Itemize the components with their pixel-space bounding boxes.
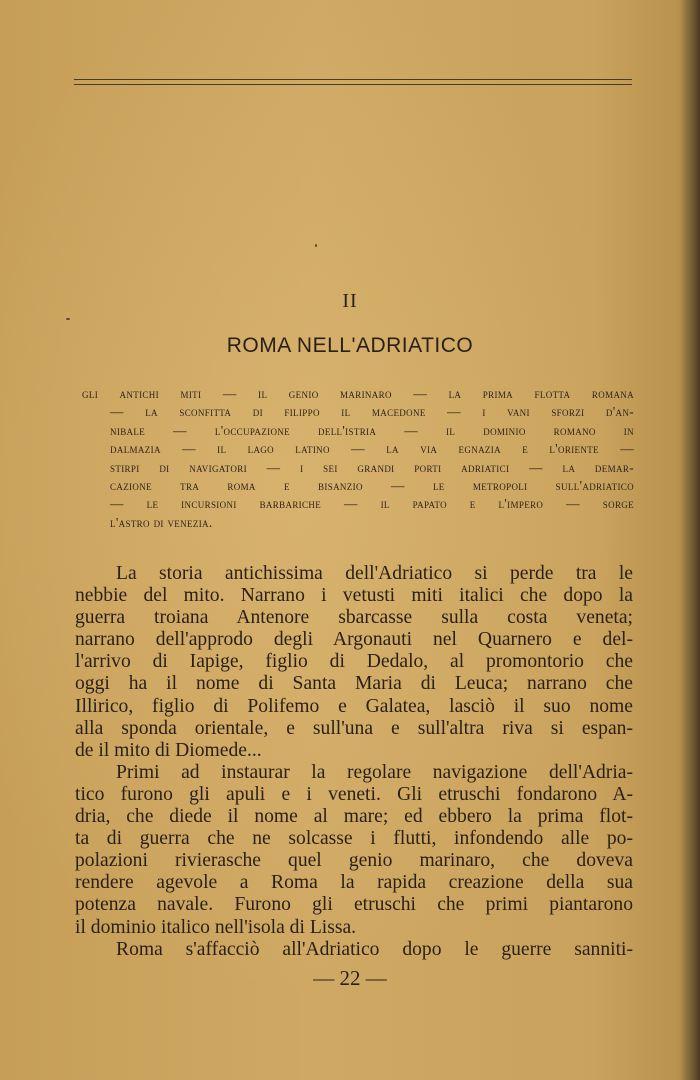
paragraph-line: alla sponda orientale, e sull'una e sull'altra riva si espan- <box>75 717 633 739</box>
paragraph-line: oggi ha il nome di Santa Maria di Leuca; narrano che <box>75 673 633 695</box>
paragraph-line: dria, che diede il nome al mare; ed ebbero la prima flot- <box>75 806 633 828</box>
paragraph-line: narrano dell'approdo degli Argonauti nel Quarnero e del- <box>75 629 633 651</box>
paragraph-line: La storia antichissima dell'Adriatico si perde tra le <box>116 563 633 584</box>
paragraph-line: polazioni rivierasche quel genio marinaro, che doveva <box>75 850 633 872</box>
paragraph-line: Illirico, figlio di Polifemo e Galatea, lasciò il suo nome <box>75 695 633 717</box>
paragraph-line: rendere agevole a Roma la rapida creazione della sua <box>75 872 633 894</box>
summary-line: nibale — l'occupazione dell'istria — il dominio romano in <box>110 422 634 438</box>
summary-line: stirpi di navigatori — i sei grandi porti adriatici — la demar- <box>110 459 634 475</box>
header-rule-top <box>74 79 632 80</box>
summary-line: gli antichi miti — il genio marinaro — la prima flotta romana <box>82 386 634 401</box>
paragraph-line: nebbie del mito. Narrano i vetusti miti italici che dopo la <box>75 585 633 607</box>
paragraph-line: Primi ad instaurar la regolare navigazione dell'Adria- <box>116 761 633 783</box>
summary-line: l'astro di venezia. <box>110 514 213 530</box>
paragraph-line: l'arrivo di Iapige, figlio di Dedalo, al promontorio che <box>75 651 633 673</box>
paper-speck <box>66 318 70 320</box>
paper-speck <box>315 244 317 247</box>
page-number: — 22 — <box>313 966 387 990</box>
chapter-summary <box>82 385 634 532</box>
paragraph-line: ta di guerra che ne solcasse i flutti, infondendo alle po- <box>75 828 633 850</box>
paragraph-line: potenza navale. Furono gli etruschi che primi piantarono <box>75 894 633 916</box>
chapter-title: ROMA NELL'ADRIATICO <box>226 334 474 357</box>
paragraph-line: guerra troiana Antenore sbarcasse sulla costa veneta; <box>75 607 633 629</box>
paragraph-line: tico furono gli apuli e i veneti. Gli etruschi fondarono A- <box>75 783 633 805</box>
header-rule-bottom <box>74 84 632 85</box>
summary-line: — la sconfitta di filippo il macedone — i vani sforzi d'an- <box>110 404 634 420</box>
paragraph-line: de il mito di Diomede... <box>75 739 262 761</box>
paragraph-line: Roma s'affacciò all'Adriatico dopo le guerre sanniti- <box>116 938 633 960</box>
summary-line: dalmazia — il lago latino — la via egnazia e l'oriente — <box>110 441 634 457</box>
chapter-number: II <box>342 290 358 312</box>
summary-line: — le incursioni barbariche — il papato e l'impero — sorge <box>110 496 634 512</box>
body-text <box>75 563 633 961</box>
paragraph-line: il dominio italico nell'isola di Lissa. <box>75 916 357 938</box>
summary-line: cazione tra roma e bisanzio — le metropoli sull'adriatico <box>110 478 634 494</box>
